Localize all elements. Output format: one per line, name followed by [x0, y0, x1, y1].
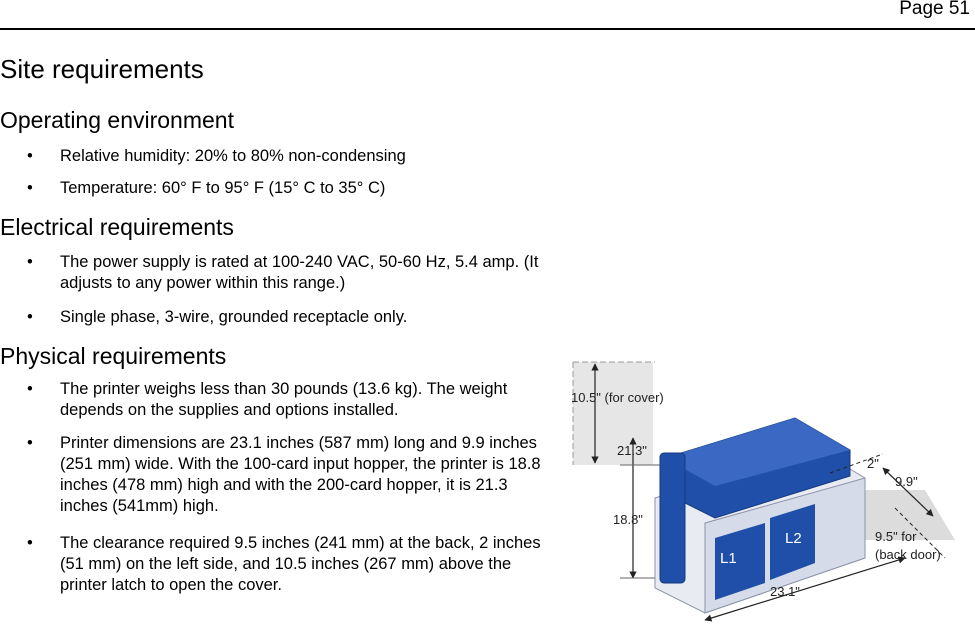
list-item-text: Temperature: 60° F to 95° F (15° C to 35° C): [60, 179, 386, 197]
module-l2-label: L2: [785, 530, 802, 547]
back-clearance-label-line2: (back door): [875, 547, 941, 562]
page-title: Site requirements: [0, 54, 204, 84]
bullet-marker: •: [27, 308, 33, 326]
side-clearance-label: 2": [867, 456, 879, 471]
bullet-marker: •: [27, 253, 33, 271]
printer-dimensions-diagram: [565, 358, 970, 632]
list-item-text: Single phase, 3-wire, grounded receptacle only.: [60, 308, 408, 326]
module-l1-label: L1: [720, 550, 737, 567]
cover-clearance-label: 10.5" (for cover): [571, 390, 664, 405]
list-item-text: Relative humidity: 20% to 80% non-condensing: [60, 147, 406, 165]
bullet-marker: •: [27, 534, 33, 552]
list-item-text: The printer weighs less than 30 pounds (13.6 kg). The weight depends on the supplies and options installed.: [60, 380, 508, 419]
header-rule: [0, 28, 975, 30]
printer-dimensions-figure: [565, 358, 970, 632]
height-200-label: 21.3": [617, 443, 647, 458]
list-item-text: Printer dimensions are 23.1 inches (587 mm) long and 9.9 inches (251 mm) wide. With the 100-card input hopper, the printer is 18.8 inches (478 mm) high and with the 200-card hopper, it is 21.3 inches (541mm) high.: [60, 434, 541, 515]
width-label: 9.9": [895, 474, 918, 489]
bullet-marker: •: [27, 147, 33, 165]
length-label: 23.1": [770, 584, 800, 599]
section-heading-physical-requirements: Physical requirements: [0, 343, 227, 369]
back-clearance-label-line1: 9.5" for: [875, 529, 917, 544]
section-heading-electrical-requirements: Electrical requirements: [0, 214, 234, 240]
list-item-text: The clearance required 9.5 inches (241 mm) at the back, 2 inches (51 mm) on the left side, and 10.5 inches (267 mm) above the printer latch to open the cover.: [60, 534, 541, 594]
bullet-marker: •: [27, 179, 33, 197]
bullet-marker: •: [27, 434, 33, 452]
bullet-marker: •: [27, 380, 33, 398]
list-item-text: The power supply is rated at 100-240 VAC, 50-60 Hz, 5.4 amp. (It adjusts to any power within this range.): [60, 253, 539, 292]
height-100-label: 18.8": [613, 512, 643, 527]
section-heading-operating-environment: Operating environment: [0, 107, 234, 133]
input-hopper: [660, 453, 685, 583]
page-number: Page 51: [899, 0, 970, 19]
